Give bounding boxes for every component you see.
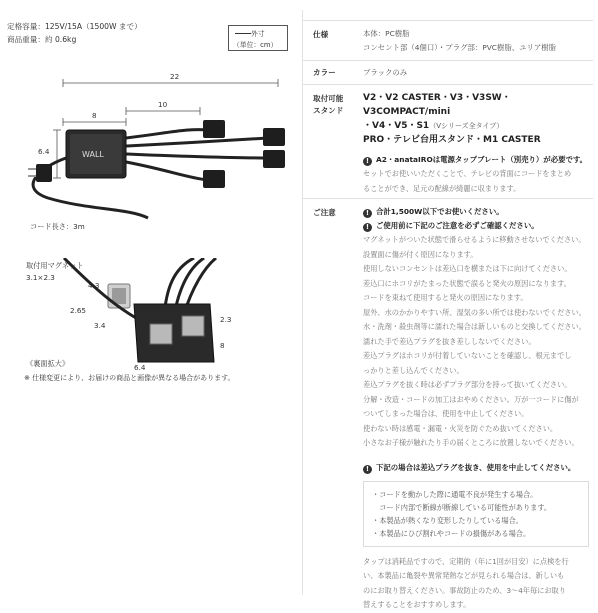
stand-desc-line: ることができ、足元の配線が綺麗に収まります。 — [363, 183, 521, 193]
caution-line: 差込プラグを抜く時は必ずプラグ部分を持って抜いてください。 — [363, 380, 572, 389]
row-color-label: カラー — [313, 68, 336, 77]
cord-length-text: コード長さ：3m — [30, 222, 85, 231]
caution-line: マグネットがついた状態で滑らせるように移動させないでください。 — [363, 235, 586, 244]
unit-legend — [228, 25, 288, 51]
caution-line: 使わない時は感電・漏電・火災を防ぐため抜いてください。 — [363, 423, 558, 433]
caution-list — [363, 233, 589, 451]
replacement-line: のにお取り替えください。事故防止のため、3～4年毎にお取り — [363, 585, 566, 595]
stand-models-2-note: （Vシリーズ全タイプ） — [429, 122, 504, 130]
dim-10-label: 10 — [158, 100, 168, 109]
caution-line: 濡れた手で差込プラグを抜き差ししないでください。 — [363, 336, 536, 346]
replacement-line: い、本製品に亀裂や異常発熱などが見られる場合は、新しいも — [363, 571, 565, 580]
caution-line: 差込口にホコリがたまった状態で誤ると発火の原因になります。 — [363, 278, 571, 288]
caution-line: コードを束ねて使用すると発火の原因になります。 — [363, 293, 528, 302]
replacement-note — [363, 555, 589, 613]
replacement-line: タップは消耗品ですので、定期的（年に1回が目安）に点検を行 — [363, 556, 569, 566]
spec-line: 本体：PC樹脂 — [363, 29, 410, 38]
alert-icon: ! — [363, 209, 372, 218]
caution-warning-3: ! 下記の場合は差込プラグを抜き、使用を中止してください。 — [363, 461, 589, 475]
caution-line: ついてしまった場合は、使用を中止してください。 — [363, 409, 529, 418]
dim-3-4-label: 3.4 — [94, 321, 106, 330]
caution-line: っかりと差し込んでください。 — [363, 365, 464, 375]
row-stand — [303, 84, 593, 199]
product-specs — [7, 20, 142, 46]
unit-label-top: 外寸 — [251, 30, 265, 38]
footnote: ※ 仕様変更により、お届けの商品と画像が異なる場合があります。 — [24, 374, 235, 382]
row-stand-label-2: スタンド — [313, 106, 344, 115]
row-stand-label-1: 取付可能 — [313, 94, 344, 103]
row-color — [303, 60, 593, 85]
caution-line: 屋外、水のかかりやすい所、湿気の多い所では使わないでください。 — [363, 307, 586, 317]
dim-6-4-b-label: 6.4 — [134, 363, 146, 372]
stop-use-box — [363, 481, 589, 547]
stop-use-line: コード内部で断線が断線している可能性があります。 — [372, 502, 552, 512]
caution-warning-2: ! ご使用前に下記のご注意を必ずご確認ください。 — [363, 219, 589, 233]
capacity-text: 定格容量：125V/15A（1500W まで） — [7, 22, 142, 31]
caution-line: 水・洗剤・殺虫剤等に濡れた場合は新しいものと交換してください。 — [363, 322, 586, 331]
product-photo-front — [18, 58, 300, 236]
caution-line: 分解・改造・コードの加工はおやめください。万が一コードに傷が — [363, 394, 579, 404]
row-spec — [303, 20, 593, 61]
rear-label: 《裏面拡大》 — [26, 359, 70, 368]
dim-8-label: 8 — [92, 111, 97, 120]
dim-2-3-label: 2.3 — [220, 315, 232, 324]
stand-models-1: V2・V2 CASTER・V3・V3SW・V3COMPACT/mini — [363, 93, 511, 117]
replacement-line: 替えすることをおすすめします。 — [363, 600, 471, 609]
stand-warning: ! A2・anataIROは電源タップブレート（別売り）が必要です。 — [363, 153, 593, 167]
dim-4-3-label: 4.3 — [88, 281, 100, 290]
caution-line: 使用しないコンセントは差込口を横または下に向けてください。 — [363, 264, 572, 273]
alert-icon: ! — [363, 223, 372, 232]
unit-label-bottom: （単位：cm） — [233, 41, 278, 49]
row-spec-label: 仕様 — [313, 30, 329, 39]
caution-line: 小さなお子様が触れたり手の届くところに放置しないでください。 — [363, 438, 579, 447]
caution-line: 設置面に傷が付く原因になります。 — [363, 249, 478, 259]
dim-8-b-label: 8 — [220, 341, 225, 350]
caution-line: 差込プラグはホコリが付着していないことを確認し、根元までし — [363, 351, 572, 360]
stop-use-line: ・本製品が熱くなり変形したりしている場合。 — [372, 515, 523, 525]
spec-line: コンセント部（4個口）・プラグ部：PVC樹脂、ユリア樹脂 — [363, 43, 557, 52]
brand-label: WALL — [82, 150, 104, 159]
product-photo-rear — [24, 258, 252, 374]
weight-text: 商品重量：約 0.6kg — [7, 35, 77, 44]
dim-6-4-label: 6.4 — [38, 147, 50, 156]
stop-use-line: ・本製品にひび割れやコードの損傷がある場合。 — [372, 528, 531, 538]
row-caution-label: ご注意 — [313, 208, 336, 217]
stand-models-3: PRO・テレビ台用スタンド・M1 CASTER — [363, 135, 541, 145]
stand-models-2: ・V4・V5・S1（Vシリーズ全タイプ） — [363, 121, 504, 131]
magnet-size: 3.1×2.3 — [26, 273, 55, 282]
stop-use-line: ・コードを動かした際に通電不良が発生する場合。 — [372, 489, 538, 499]
caution-warning-1: ! 合計1,500W以下でお使いください。 — [363, 205, 589, 219]
alert-icon: ! — [363, 157, 372, 166]
magnet-label: 取付用マグネット — [26, 261, 84, 270]
color-value: ブラックのみ — [363, 68, 408, 77]
dimension-line-icon — [235, 33, 251, 34]
alert-icon: ! — [363, 465, 372, 474]
stand-desc-line: セットでお使いいただくことで、テレビの背面にコードをまとめ — [363, 169, 572, 178]
dim-22-label: 22 — [170, 72, 180, 81]
dim-2-65-label: 2.65 — [70, 306, 87, 315]
row-caution — [303, 198, 593, 609]
